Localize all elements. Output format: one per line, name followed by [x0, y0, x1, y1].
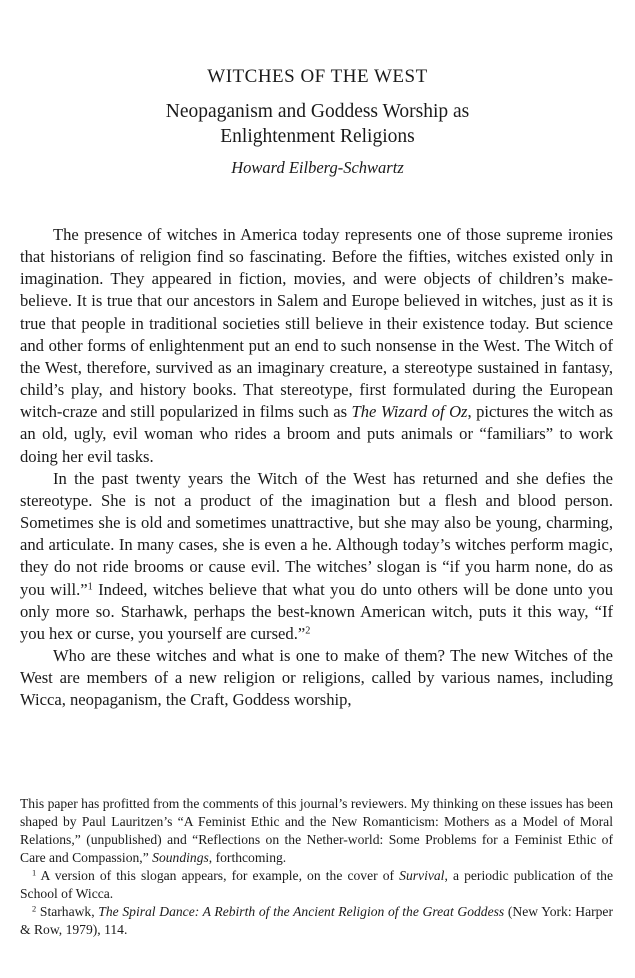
paragraph-text: , pictures the witch as an old, ugly, evil woman who rides a broom and puts animals or “familiars” to work doing her evil tasks. — [20, 402, 613, 466]
note-text: (New York: Harper & Row, 1979), 114. — [20, 904, 613, 937]
article-title: WITCHES OF THE WEST — [207, 66, 428, 87]
note-text: , forthcoming. — [208, 850, 287, 865]
footnotes — [20, 795, 613, 939]
acknowledgement-note — [20, 795, 613, 867]
footnote-2 — [20, 903, 613, 939]
paragraph-text: In the past twenty years the Witch of the West has returned and she defies the stereotype. She is not a product of the imagination but a flesh and blood person. Sometimes she is old and sometimes unattractive, but she may also be young, charming, and articulate. In many cases, she is even a he. Although today’s witches perform magic, they do not ride brooms or cause evil. The witches’ slogan is “if you harm none, do as you will.” — [20, 468, 613, 599]
body-paragraph: Who are these witches and what is one to make of them? The new Witches of the West are members of a new religion or religions, called by various names, including Wicca, neopaganism, the Craft, Goddess worship, — [20, 645, 613, 710]
book-title: The Spiral Dance: A Rebirth of the Ancient Religion of the Great Goddess — [98, 904, 505, 919]
film-title: The Wizard of Oz — [351, 402, 468, 422]
article-author: Howard Eilberg-Schwartz — [231, 158, 404, 177]
article-subtitle: Neopaganism and Goddess Worship as Enlightenment Religions — [165, 101, 470, 147]
note-text: A version of this slogan appears, for example, on the cover of — [36, 868, 400, 883]
footnote-ref[interactable]: 1 — [87, 580, 93, 592]
footnote-number: 2 — [32, 903, 37, 914]
footnote-number: 1 — [32, 867, 37, 878]
paragraph-text: The presence of witches in America today represents one of those supreme ironies that historians of religion find so fascinating. Before the fifties, witches existed only in imagination. They appeared in fiction, movies, and were objects of children’s make-believe. It is true that our ancestors in Salem and Europe believed in witches, just as it is true that people in traditional societies still believe in their existence today. But science and other forms of enlightenment put an end to such nonsense in the West. The Witch of the West, therefore, survived as an imaginary creature, a stereotype sustained in fantasy, child’s play, and history books. That stereotype, first formulated during the European witch-craze and still popularized in films such as — [20, 225, 613, 422]
note-text: Starhawk, — [36, 904, 99, 919]
note-text: , a periodic publication of the School of Wicca. — [20, 868, 613, 901]
publication-title: Survival — [399, 868, 445, 883]
article-body — [20, 224, 613, 711]
paragraph-text: Indeed, witches believe that what you do unto others will be done unto you only more so. Starhawk, perhaps the best-known American witch, puts it this way, “If you hex or curse, you yourself are cursed.” — [20, 579, 613, 643]
body-paragraph — [20, 224, 613, 468]
body-paragraph — [20, 468, 613, 645]
footnote-1 — [20, 867, 613, 903]
journal-title: Soundings — [152, 850, 209, 865]
footnote-ref[interactable]: 2 — [305, 625, 311, 637]
note-text: This paper has profitted from the comments of this journal’s reviewers. My thinking on these issues has been shaped by Paul Lauritzen’s “A Feminist Ethic and the New Romanticism: Mothers as a Model of Moral Relations,” (unpublished) and “Reflections on the Nether-world: Some Problems for a Feminist Ethic of Care and Compassion,” — [20, 796, 613, 865]
